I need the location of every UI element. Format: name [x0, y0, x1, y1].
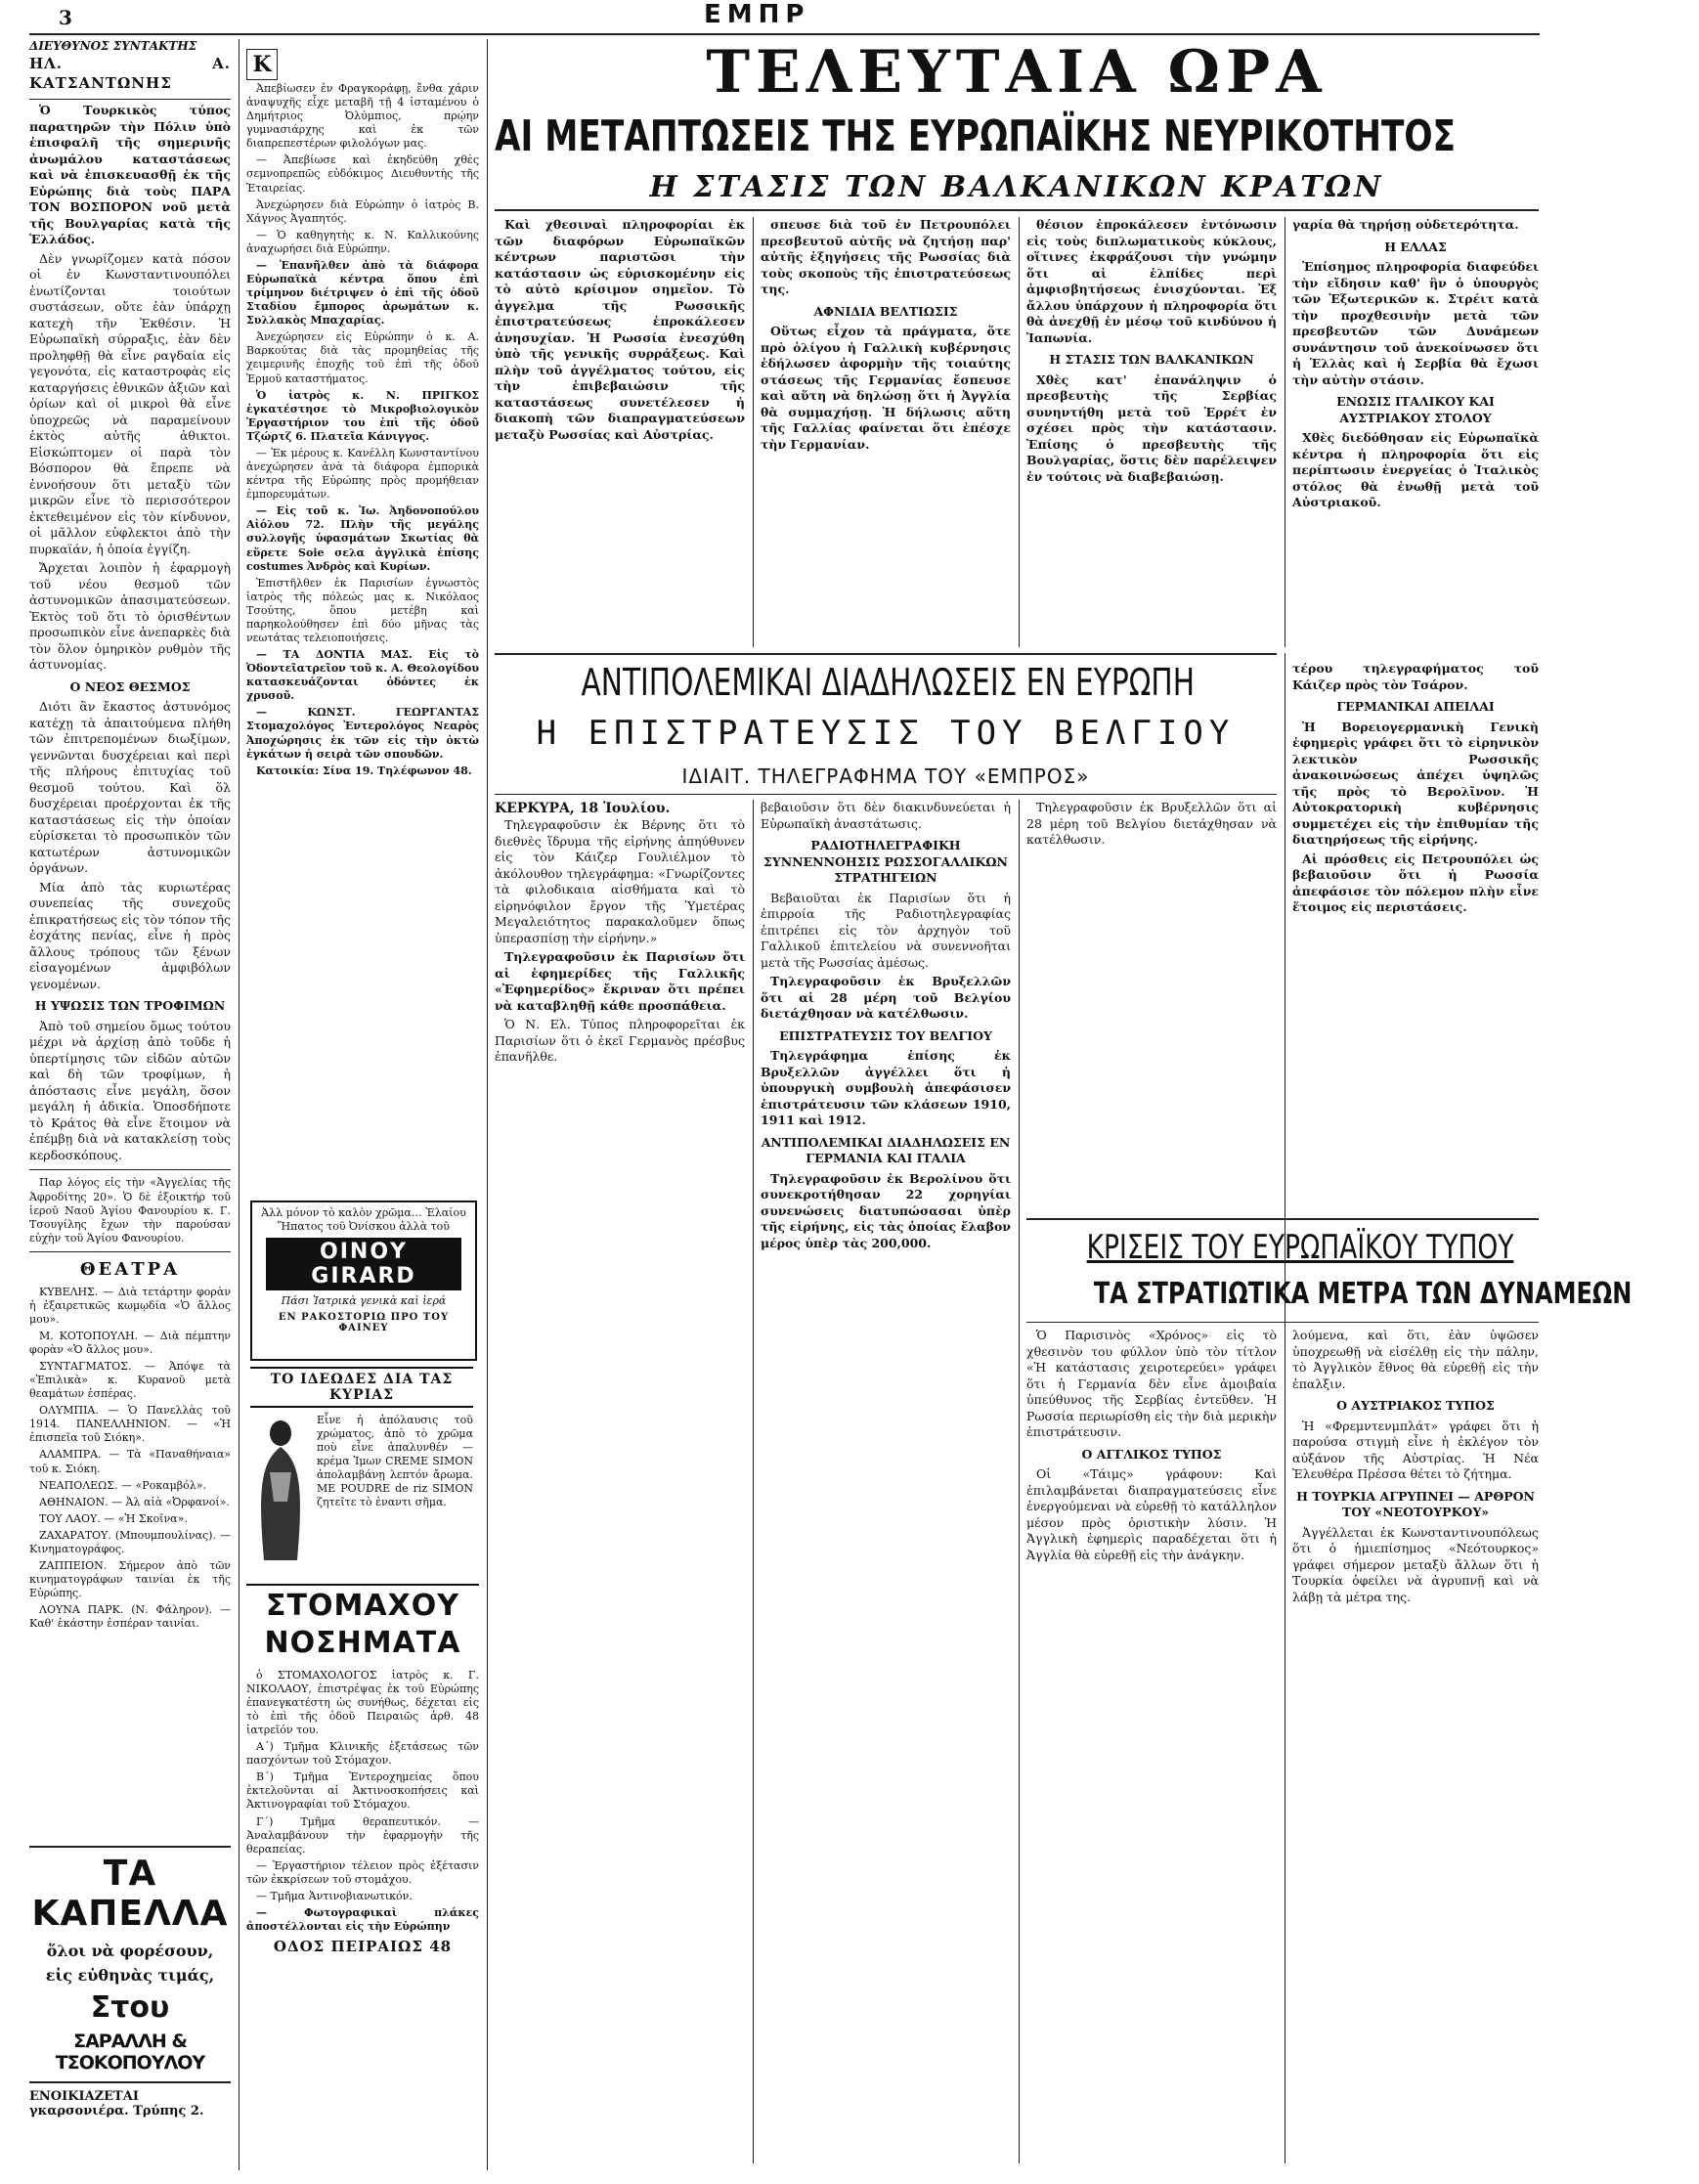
- story-column: [761, 217, 1011, 647]
- news-item: — Ὁ καθηγητὴς κ. Ν. Καλλικούνης ἀναχωρήσει διὰ Εὐρώπην.: [246, 228, 479, 255]
- section-heading: ΓΕΡΜΑΝΙΚΑΙ ΑΠΕΙΛΑΙ: [1336, 699, 1495, 714]
- body-paragraph: βεβαιοῦσιν ὅτι δὲν διακινδυνεύεται ἡ Εὐρωπαϊκὴ ἀναστάτωσις.: [761, 800, 1011, 831]
- belgium-headline: Η ΕΠΙΣΤΡΑΤΕΥΣΙΣ ΤΟΥ ΒΕΛΓΙΟΥ: [536, 714, 1236, 753]
- body-paragraph: Ἀγγέλλεται ἐκ Κωνσταντινουπόλεως ὅτι ὁ ἡμιεπίσημος «Νεότουρκος» γράφει σήμερον μεταξὺ ἄλλων ὅτι ἡ Τουρκία ὀφείλει νὰ ἀγρυπνῇ καὶ νὰ λάβῃ τὰ μέτρα της.: [1292, 1524, 1539, 1604]
- rental-notice: ΕΝΟΙΚΙΑΖΕΤΑΙ γκαρσονιέρα. Τρύπης 2.: [29, 2089, 204, 2118]
- advert-lead: Ἀλλ μόνον τὸ καλὸν χρῶμα… Ἐλαίου Ἥπατος τοῦ Ὀνίσκου ἀλλὰ τοῦ: [261, 1206, 466, 1234]
- advert-headline: ΣΤΟΜΑΧΟΥ ΝΟΣΗΜΑΤΑ: [246, 1584, 479, 1663]
- body-paragraph: Τηλεγραφοῦσιν ἐκ Βρυξελλῶν ὅτι αἱ 28 μέρη τοῦ Βελγίου διετάχθησαν νὰ κατέλθωσιν.: [1026, 800, 1277, 847]
- section-heading: ΡΑΔΙΟΤΗΛΕΓΡΑΦΙΚΗ ΣΥΝΝΕΝΝΟΗΣΙΣ ΡΩΣΣΟΓΑΛΛΙΚΩΝ ΣΤΡΑΤΗΓΕΙΩΝ: [763, 838, 1008, 885]
- advert-headline: ΤΟ ΙΔΕΩΔΕΣ ΔΙΑ ΤΑΣ ΚΥΡΙΑΣ: [250, 1367, 473, 1408]
- section-heading: Η ΤΟΥΡΚΙΑ ΑΓΡΥΠΝΕΙ — ΑΡΘΡΟΝ ΤΟΥ «ΝΕΟΤΟΥΡΚΟΥ»: [1296, 1488, 1535, 1519]
- body-paragraph: τέρου τηλεγραφήματος τοῦ Κάιζερ πρὸς τὸν Τσάρον.: [1292, 661, 1539, 692]
- story-column: [1026, 800, 1277, 1210]
- body-paragraph: Χθὲς διεδόθησαν εἰς Εὐρωπαϊκὰ κέντρα ἡ πληροφορία ὅτι εἰς περίπτωσιν ἐνεργείας ὁ Ἰταλικὸς στόλος θὰ ἑνωθῇ μετὰ τοῦ Αὐστριακοῦ.: [1292, 430, 1539, 509]
- body-paragraph: Ἡ Βορειογερμανικὴ Γενικὴ ἐφημερὶς γράφει ὅτι τὸ εἰρηνικὸν λεκτικὸν Ρωσσικῆς ἀνακοινώσεως ἀπέχει ὑψηλῶς τῆς πρὸς τὸ Βερολῖνον. Ἡ Αὐτοκρατορικὴ κυβέρνησις συμμετέχει εἰς τὴν ἐπιθυμίαν τῆς διατηρήσεως τῆς εἰρήνης.: [1292, 719, 1539, 847]
- section-heading: Η ΣΤΑΣΙΣ ΤΩΝ ΒΑΛΚΑΝΙΚΩΝ: [1049, 352, 1254, 367]
- lady-illustration-icon: [250, 1414, 311, 1560]
- editor-name: ΗΛ. Α. ΚΑΤΣΑΝΤΩΝΗΣ: [29, 54, 231, 92]
- news-item: — ΚΩΝΣΤ. ΓΕΩΡΓΑΝΤΑΣ Στομαχολόγος Ἐντερολόγος Νεαρὸς Ἀποχώρησις ἐκ τῶν εἰς τὴν ὀκτὼ ἐγκάτων ἡ σειρὰ τῶν σπουδῶν.: [246, 706, 479, 761]
- advert-shop-name: ΣΑΡΑΛΛΗ & ΤΣΟΚΟΠΟΥΛΟΥ: [55, 2031, 205, 2074]
- military-headline: ΤΑ ΣΤΡΑΤΙΩΤΙΚΑ ΜΕΤΡΑ ΤΩΝ ΔΥΝΑΜΕΩΝ: [1093, 1277, 1633, 1311]
- advert-address: ΟΔΟΣ ΠΕΙΡΑΙΩΣ 48: [273, 1938, 453, 1956]
- advert-brand: ΟΙΝΟΥ GIRARD: [266, 1238, 461, 1290]
- section-heading: Η ΥΨΩΣΙΣ ΤΩΝ ΤΡΟΦΙΜΩΝ: [34, 998, 226, 1014]
- section-heading: ΕΝΩΣΙΣ ΙΤΑΛΙΚΟΥ ΚΑΙ ΑΥΣΤΡΙΑΚΟΥ ΣΤΟΛΟΥ: [1336, 394, 1495, 425]
- body-paragraph: Βεβαιοῦται ἐκ Παρισίων ὅτι ἡ ἐπιρροία τῆς Ραδιοτηλεγραφίας ἐπιτρέπει εἰς τὸν ἀρχηγὸν τοῦ Γαλλικοῦ ἐπιτελείου νὰ συνεννοῆται μετὰ τῆς Ρωσσίας ἀμέσως.: [761, 890, 1011, 970]
- advert-list-item: Α΄) Τμῆμα Κλινικῆς ἐξετάσεως τῶν πασχόντων τοῦ Στόμαχον.: [246, 1740, 479, 1768]
- advert-list-item: — Ἐργαστήριον τέλειον πρὸς ἐξέτασιν τῶν ἐκκρίσεων τοῦ στομάχου.: [246, 1858, 479, 1886]
- news-item: Κατοικία: Σίνα 19. Τηλέφωνον 48.: [256, 764, 472, 777]
- body-paragraph: Διότι ἂν ἔκαστος ἀστυνόμος κατέχῃ τὰ ἀπαιτούμενα πλήθη τῶν ἐπιτρεπομένων διωξίμων, γεννῶνται δυσχέρειαι καὶ περὶ τῆς πλήρους ἐπιτυχίας τοῦ θεσμοῦ τούτου. Καὶ ὅλ δυσχέρειαι προέρχονται ἐκ τῆς καταστάσεως εἰς τὴν ὁποίαν εὑρίσκεται τὸ προσωπικὸν τῶν κατωτέρων ἀστυνομικῶν ὀργάνων.: [29, 699, 231, 876]
- theatre-heading: ΘΕΑΤΡΑ: [79, 1258, 181, 1280]
- section-heading: Ο ΑΓΓΛΙΚΟΣ ΤΥΠΟΣ: [1081, 1446, 1222, 1462]
- body-paragraph: Ὁ Ν. Ελ. Τύπος πληροφορεῖται ἐκ Παρισίων ὅτι ὁ ἐκεῖ Γερμανὸς πρέσβυς ἐπανῆλθε.: [495, 1017, 745, 1065]
- story-column: [1292, 217, 1539, 647]
- body-paragraph: Τηλεγραφοῦσιν ἐκ Βέρνης ὅτι τὸ διεθνὲς ἵδρυμα τῆς εἰρήνης ἀπηύθυνεν εἰς τὸν Κάιζερ Γουλιέλμον τὸ ἀκόλουθον τηλεγράφημα: «Γνωρίζοντες τὰ φιλοδικαια αἰσθήματα καὶ τὸ εἰρηνόφιλον ἔργον τῆς Ὑμετέρας Μεγαλειότητος παρακαλοῦμεν ὅπως ὑπερασπίσῃ τὴν εἰρήνην.»: [495, 817, 745, 945]
- theatre-listings: [29, 1286, 231, 1632]
- body-paragraph: Αἱ πρόσθεις εἰς Πετρουπόλει ὡς βεβαιοῦσιν ὅτι ἡ Ρωσσία ἀπεφάσισε τὸν πόλεμον πλὴν εἶνε ἕτοιμος εἰς περιστάσεις.: [1292, 851, 1539, 914]
- story-column: [761, 800, 1011, 2163]
- section-rule: [1026, 1322, 1539, 1323]
- social-column: [246, 82, 479, 1187]
- section-heading: Ο ΝΕΟΣ ΘΕΣΜΟΣ: [69, 678, 191, 694]
- press-headline: ΚΡΙΣΕΙΣ ΤΟΥ ΕΥΡΩΠΑΪΚΟΥ ΤΥΠΟΥ: [1086, 1228, 1514, 1267]
- section-heading: Η ΕΛΛΑΣ: [1384, 239, 1447, 254]
- column-rule: [1019, 217, 1020, 647]
- advert-line: Στου: [90, 1990, 170, 2025]
- body-paragraph: Ἀπὸ τοῦ σημείου ὅμως τούτου μέχρι νὰ ἀρχίσῃ ἀπὸ τοῦδε ἡ ὑπερτίμησις τῶν εἰδῶν αὐτῶν καὶ δὴ τῶν τροφίμων, ἡ ἀπόστασις εἶνε μεγάλη, ὅσον μεγάλη ἡ ἀδικία. Ὁποσδήποτε τὸ Κράτος θὰ εἶνε ἕτοιμον νὰ ἐπέμβῃ διὰ νὰ κατακλείσῃ τοὺς κερδοσκόπους.: [29, 1018, 231, 1162]
- body-paragraph: Χθὲς κατ' ἐπανάληψιν ὁ πρεσβευτὴς τῆς Σερβίας συνηντήθη μετὰ τοῦ Ἐρρέτ ἐν σχέσει πρὸς τὴν κατάστασιν. Ἐπίσης ὁ πρεσβευτὴς τῆς Βουλγαρίας, ὅστις δὲν παρέλειψεν ἐν τούτοις νὰ διαβεβαιώσῃ.: [1026, 371, 1277, 484]
- advert-list-item: — Τμῆμα Ἀντινοβιανωτικόν.: [256, 1889, 413, 1902]
- column-rule: [239, 39, 240, 2170]
- drop-letter: K: [246, 49, 278, 80]
- advert-tag: Πάσι Ἰατρικὰ γενικὰ καὶ ἱερά: [281, 1294, 447, 1308]
- editor-line: ΔΙΕΥΘΥΝΟΣ ΣΥΝΤΑΚΤΗΣ: [29, 39, 197, 53]
- news-item: Ἀνεχώρησεν εἰς Εὐρώπην ὁ κ. Α. Βαρκούτας διὰ τὰς προμηθείας τῆς χειμερινῆς ἐποχῆς τοῦ ἐπὶ τῆς ὁδοῦ Ἑρμοῦ καταστήματος.: [246, 330, 479, 385]
- top-rule: [29, 33, 1540, 35]
- advert-headline: ΤΑ ΚΑΠΕΛΛΑ: [31, 1854, 229, 1934]
- stomach-advert: [246, 1584, 479, 2161]
- column-rule: [753, 800, 754, 2163]
- creme-simon-advert: [250, 1367, 473, 1572]
- masthead-fragment: ΕΜΠΡ: [704, 0, 810, 29]
- theatre-item: ΟΛΥΜΠΙΑ. — Ὁ Πανελλὰς τοῦ 1914. ΠΑΝΕΛΛΗΝΙΟΝ. — «Ἡ ἐπισπεῖα τοῦ Σιόκη».: [29, 1404, 231, 1445]
- theatre-item: ΣΥΝΤΑΓΜΑΤΟΣ. — Ἀπόψε τὰ «Ἐπιλικὰ» κ. Κυρανοῦ μετὰ θεαμάτων ἐσπέρας.: [29, 1359, 231, 1401]
- theatre-item: ΤΟΥ ΛΑΟΥ. — «Ἡ Σκοῖνα».: [39, 1511, 188, 1525]
- advert-sub: ΕΝ ΡΑΚΟΣΤΟΡΙΩ ΠΡΟ ΤΟΥ ΦΑΙΝΕΥ: [278, 1312, 450, 1334]
- antiwar-headline-wrap: [495, 661, 1277, 706]
- news-item: — ΤΑ ΔΟΝΤΙΑ ΜΑΣ. Εἰς τὸ Ὀδοντεῖατρεῖον τοῦ κ. Α. Θεολογίδου κατασκευάζονται ὀδόντες ἐκ χρυσοῦ.: [246, 648, 479, 703]
- body-paragraph: Μία ἀπὸ τὰς κυριωτέρας συνεπείας τῆς συνεχοῦς ἐπικρατήσεως εἰς τὸν τόπον τῆς ἐσχάτης πενίας, εἶνε ἡ πρὸς ἄλλους τρόπους τῶν ξένων εἰσαγομένων ἀμφιβόλων γενομένων.: [29, 879, 231, 991]
- press-headline-wrap: [1026, 1228, 1539, 1275]
- section-rule: [1026, 1218, 1539, 1220]
- news-item: Ἀνεχώρησεν διὰ Εὐρώπην ὁ ἰατρὸς Β. Χάγνος Ἀγαπητός.: [246, 197, 479, 225]
- body-paragraph: Ἡ «Φρεμντενμπλάτ» γράφει ὅτι ἡ παρούσα στιγμὴ εἶνε ἡ ἐκλέγον τὸν αὐξάνον τῆς Αὐστρίας. Ἡ Νέα Ἐλευθέρα Πρέσσα θέτει τὸ ζήτημα.: [1292, 1418, 1539, 1481]
- girard-wine-advert: [250, 1201, 477, 1361]
- body-paragraph: Ἀπεβίωσεν ἐν Φραγκοράφῃ, ἔνθα χάριν ἀναψυχῆς εἶχε μεταβῆ τῇ 4 ἰσταμένου ὁ Δημήτριος Ὀλύμπιος, πρῴην γυμνασιάρχης καὶ ἐκ τῶν διαπρεπεστέρων φιλολόγων μας.: [246, 82, 479, 151]
- theatre-item: ΚΥΒΕΛΗΣ. — Διὰ τετάρτην φορὰν ἡ ἐξαιρετικῶς κωμῳδία «Ὁ ἄλλος μου».: [29, 1285, 231, 1326]
- body-paragraph: Δὲν γνωρίζομεν κατὰ πόσον οἱ ἐν Κωνσταντινουπόλει ἐνωτίζονται τοιούτων συστάσεων, οὔτε ἐὰν ὑπάρχῃ κατεχὴ τῆν Ἐκθέσιν. Ἡ Εὐρωπαϊκὴ σύρραξις, ἐὰν δὲν προληφθῇ θὰ εἶνε ραγδαία εἰς γεγονότα, εἰς καταστροφὰς εἰς καταργήσεις ἐθνικῶν ἀξιῶν καὶ ὁρίων καὶ οἱ μικροὶ θὰ εἶνε ὑποχρεῶς νὰ παραμείνουν ἐκτὸς αὐτῆς ἀθικτοι. Εἰσκώπτομεν οἱ παρὰ τὸν Βόσπορον θὰ ἔπρεπε νὰ ἐννοήσουν ὅτι μεταξὺ τῶν μικρῶν εἶνε τὸ περισσότερον ἐκτεθειμένον εἰς τὸν κίνδυνον, οἱ μᾶλλον εὐφλεκτοι ἀπὸ τὴν πυρκαϊάν, ἡ ὁποία ἐγγίζη.: [29, 250, 231, 556]
- column-rule: [487, 39, 488, 2170]
- body-paragraph: γαρία θὰ τηρήσῃ οὐδετερότητα.: [1292, 217, 1519, 232]
- news-item: — Εἰς τοῦ κ. Ἰω. Ἀηδονοπούλου Αἰόλου 72. Πλὴν τῆς μεγάλης συλλογῆς ὑφασμάτων Σκωτίας θὰ εὕρετε Soie σελα ἀγγλικὰ ἐπίσης costumes Ἀνδρὸς καὶ Κυρίων.: [246, 504, 479, 573]
- body-paragraph: Παρ λόγος εἰς τὴν «Ἀγγελίας τῆς Ἀφροδίτης 20». Ὁ δὲ ἐξοικτήρ τοῦ ἱεροῦ Ναοῦ Ἁγίου Φανουρίου κ. Γ. Τσουγίλης ἔχων τὴν παρούσαν εὐχὴν τοῦ Ἁγίου Φανουρίου.: [29, 1176, 231, 1245]
- theatre-item: ΝΕΑΠΟΛΕΩΣ. — «Ροκαμβόλ».: [39, 1478, 206, 1492]
- news-item: Ὁ ἰατρὸς κ. Ν. ΠΡΙΓΚΟΣ ἐγκατέστησε τὸ Μικροβιολογικὸν Ἐργαστήριον του ἐπὶ τῆς ὁδοῦ Τζώρτζ 6. Πλατεῖα Κάνιγγος.: [246, 388, 479, 443]
- antiwar-headline: ΑΝΤΙΠΟΛΕΜΙΚΑΙ ΔΙΑΔΗΛΩΣΕΙΣ ΕΝ ΕΥΡΩΠΗ: [581, 661, 1195, 704]
- intro-paragraph: Ὁ Τουρκικὸς τύπος παρατηρῶν τὴν Πόλιν ὑπὸ ἐπισφαλῆ τῆς σημερινῆς ἀνωμάλου καταστάσεως καὶ νὰ ἐπισκευασθῇ ἐκ τῆς Εὐρώπης διὰ τοὺς ΠΑΡΑ ΤΟΝ ΒΟΣΠΟΡΟΝ νοῦ μετὰ τῆς Βουλγαρίας κατὰ τῆς Ἑλλάδος.: [29, 103, 231, 247]
- body-paragraph: Ἐπίσημος πληροφορία διαφεύδει τὴν εἴδησιν καθ' ἣν ὁ ὑπουργὸς τῶν Ἐξωτερικῶν κ. Στρέιτ κατὰ τὴν προχθεσινὴν μετὰ τῶν πρεσβευτῶν τῶν Δυνάμεων συνάντησιν τοῦ ἀνεκοίνωσεν ὅτι ἡ Ἑλλὰς καὶ ἡ Σερβία θὰ ἔχωσι τὴν αὐτὴν στάσιν.: [1292, 259, 1539, 387]
- body-paragraph: Τηλεγράφημα ἐπίσης ἐκ Βρυξελλῶν ἀγγέλλει ὅτι ἡ ὑπουργικὴ συμβουλὴ ἀπεφάσισεν ἐπιστράτευσιν τῶν κλάσεων 1910, 1911 καὶ 1912.: [761, 1048, 1011, 1127]
- dateline: ΚΕΡΚΥΡΑ, 18 Ἰουλίου.: [495, 801, 671, 816]
- section-heading: ΑΝΤΙΠΟΛΕΜΙΚΑΙ ΔΙΑΔΗΛΩΣΕΙΣ ΕΝ ΓΕΡΜΑΝΙΑ ΚΑΙ ΙΤΑΛΙΑ: [761, 1134, 1011, 1165]
- body-paragraph: Τηλεγραφοῦσιν ἐκ Βρυξελλῶν ὅτι αἱ 28 μέρη τοῦ Βελγίου διετάχθησαν νὰ κατέλθωσιν.: [761, 974, 1011, 1021]
- advert-list-item: Γ΄) Τμῆμα θεραπευτικόν. — Ἀναλαμβάνουν τὴν ἐφαρμογὴν τῆς θεραπείας.: [246, 1814, 479, 1856]
- theatre-item: ΖΑΠΠΕΙΟΝ. Σήμερον ἀπὸ τῶν κινηματογράφων ταινίαι ἐκ τῆς Εὐρώπης.: [29, 1558, 231, 1600]
- main-subheadline: ΑΙ ΜΕΤΑΠΤΩΣΕΙΣ ΤΗΣ ΕΥΡΩΠΑΪΚΗΣ ΝΕΥΡΙΚΟΤΗΤΟΣ: [495, 111, 1457, 161]
- story-column: [495, 800, 745, 2163]
- story-column: [1026, 1328, 1277, 2163]
- news-item: — Ἀπεβίωσε καὶ ἐκηδεύθη χθὲς σεμνοπρεπῶς εὐδόκιμος Διευθυντὴς τῆς Ἑταιρείας.: [246, 153, 479, 195]
- advert-line: εἰς εὐθηνὰς τιμάς,: [45, 1966, 215, 1985]
- main-deck: Η ΣΤΑΣΙΣ ΤΩΝ ΒΑΛΚΑΝΙΚΩΝ ΚΡΑΤΩΝ: [649, 170, 1384, 204]
- news-item: Ἐπιστῆλθεν ἐκ Παρισίων ἐγνωστὸς ἰατρὸς τῆς πόλεώς μας κ. Νικόλαος Τσούτης, ὅπου μετέβη καὶ παρηκολούθησεν ἐπὶ δύο μῆνας τὰς νεωτάτας τελειοποιήσεις.: [246, 576, 479, 644]
- body-paragraph: Οἱ «Τάιμς» γράφουν: Καὶ ἐπιλαμβάνεται διαπραγματεύσεις εἶνε ἐνεργούμεναι νὰ εὑρεθῇ τὸ κατάλληλον μέσον πρὸς ὁριστικὴν λύσιν. Ἡ Ἀγγλικὴ ἐφημερὶς παραδέχεται ὅτι ἡ Ἀγγλία θὰ εὑρεθῇ εἰς τὴν ἀνάγκην.: [1026, 1466, 1277, 1562]
- column-rule: [753, 217, 754, 647]
- main-subheadline-wrap: [495, 111, 1539, 168]
- section-heading: ΑΦΝΙΔΙΑ ΒΕΛΤΙΩΣΙΣ: [813, 303, 958, 319]
- dispatch-line: ΙΔΙΑΙΤ. ΤΗΛΕΓΡΑΦΗΜΑ ΤΟΥ «ΕΜΠΡΟΣ»: [681, 764, 1090, 788]
- body-paragraph: λούμενα, καὶ ὅτι, ἐὰν ὑψῶσεν ὑποχρεωθῇ νὰ εἰσέλθῃ εἰς τὴν πάλην, τὸ Ἀγγλικὸν ἔθνος θὰ εὑρεθῇ εἰς τὴν ἐπαλξιν.: [1292, 1328, 1539, 1391]
- theatre-item: ΛΟΥΝΑ ΠΑΡΚ. (Ν. Φάληρον). — Καθ' ἑκάστην ἐσπέραν ταινίαι.: [29, 1603, 231, 1631]
- theatre-item: ΑΘΗΝΑΙΟΝ. — Ἀλ αἰὰ «Ὀρφανοί».: [39, 1495, 230, 1508]
- body-paragraph: Τηλεγραφοῦσιν ἐκ Παρισίων ὅτι αἱ ἐφημερίδες τῆς Γαλλικῆς «Ἐφημερίδος» ἔκριναν ὅτι πρέπει νὰ καταβληθῇ κάθε προσπάθεια.: [495, 949, 745, 1013]
- news-item: — Ἐπανῆλθεν ἀπὸ τὰ διάφορα Εὐρωπαϊκὰ κέντρα ὅπου ἐπὶ τρίμηνον διέτριψεν ὁ ἐπὶ τῆς ὁδοῦ Σταδίου ἔμπορος ἀρωμάτων κ. Συλλακὸς Μπαχαρίας.: [246, 258, 479, 328]
- theatre-item: ΑΛΑΜΠΡΑ. — Τὰ «Παναθήναια» τοῦ κ. Σιόκη.: [29, 1448, 231, 1475]
- body-paragraph: σπευσε διὰ τοῦ ἐν Πετρουπόλει πρεσβευτοῦ αὐτῆς νὰ ζητήσῃ παρ' αὐτῆς ἐξηγήσεις τῆς Ρωσσίας διὰ τοὺς σκοποὺς τῆς ἐπιστρατεύσεως της.: [761, 217, 1011, 296]
- main-headline: ΤΕΛΕΥΤΑΙΑ ΩΡΑ: [706, 38, 1328, 107]
- body-paragraph: θέσιον ἐπροκάλεσεν ἐντόνωσιν εἰς τοὺς διπλωματικοὺς κύκλους, οἵτινες ἐκφράζουσι τὴν γνώμην ὅτι αἱ ἐλπίδες περὶ ἀμφισβητήσεως ἐνισχύονται. Ἐξ ἄλλου ὑπάρχουν ἡ πληροφορία ὅτι θὰ ἀνεχθῇ ἐν μέσῳ τοῦ κινδύνου ἡ Ἰαπωνία.: [1026, 217, 1277, 345]
- body-paragraph: Ὁ Παρισινὸς «Χρόνος» εἰς τὸ χθεσινὸν του φύλλον ὑπὸ τὸν τίτλον «Ἡ κατάστασις χειροτερεύει» γράφει ὅτι ἡ Γερμανία δὲν εἶνε ἀμοιβαία ὑπεύθυνος τῆς Σερβίας ἐντεῦθεν. Ἡ Ρωσσία περιωρίσθη εἰς τὴν διὰ μερικὴν ἐπιστράτευσιν.: [1026, 1328, 1277, 1439]
- story-column: [495, 217, 745, 647]
- theatre-item: ΖΑΧΑΡΑΤΟΥ. (Μπουμπουλίνας). — Κινηματογράφος.: [29, 1528, 231, 1555]
- theatre-item: Μ. ΚΟΤΟΠΟΥΛΗ. — Διὰ πέμπτην φορὰν «Ὁ ἄλλος μου».: [29, 1329, 231, 1356]
- story-column: [1026, 217, 1277, 647]
- advert-list-item: — Φωτογραφικαὶ πλάκες ἀποστέλλονται εἰς τὴν Εὐρώπην: [246, 1906, 479, 1934]
- story-column: [1292, 1328, 1539, 2163]
- story-column: [1292, 661, 1539, 1189]
- hats-advert: [29, 1846, 231, 2139]
- body-paragraph: Τηλεγραφοῦσιν ἐκ Βερολίνου ὅτι συνεκροτήθησαν 22 χορηγίαι συνενώσεις διατυπώσασαι ὑπὲρ τῆς εἰρήνης, εἰς τὰς ὁποίας ἔλαβον μέρος ὑπὲρ τὰς 200,000.: [761, 1170, 1011, 1250]
- advert-list-item: Β΄) Τμῆμα Ἐντεροχημείας ὅπου ἐκτελοῦνται αἱ Ἀκτινοσκοπήσεις καὶ Ἀκτινογραφίαι τοῦ Στόμαχου.: [246, 1770, 479, 1812]
- page-number: 3: [59, 6, 72, 29]
- body-paragraph: Ἄρχεται λοιπὸν ἡ ἐφαρμογὴ τοῦ νέου θεσμοῦ τῶν ἀστυνομικῶν ἀπασιματεύσεων. Ἐκτὸς τοῦ ὅτι τὸ ὀρισθέντων προσωπικὸν εἶνε ἀνεπαρκὲς διὰ τὸν ὅλον ὁμηρικὸν ρυθμὸν τῆς ἀστυνομίας.: [29, 560, 231, 673]
- headline-rule: [495, 209, 1539, 211]
- body-paragraph: Οὕτως εἶχον τὰ πράγματα, ὅτε πρὸ ὀλίγου ἡ Γαλλικὴ κυβέρνησις ἐδήλωσεν ἀφορμὴν τῆς τοιαύτης στάσεως τῆς Γερμανίας ἔσπευσε καὶ αὕτη νὰ δηλώσῃ ὅτι ἡ Ἀγγλία θὰ συμμαχήσῃ. Ἡ δήλωσις αὕτη τῆς Γαλλίας φαίνεται ὅτι ἐπέσχε τὴν Γερμανίαν.: [761, 324, 1011, 452]
- military-headline-wrap: [1026, 1277, 1633, 1320]
- body-paragraph: Καὶ χθεσιναὶ πληροφορίαι ἐκ τῶν διαφόρων Εὐρωπαϊκῶν κέντρων παριστῶσι τὴν κατάστασιν ὡς εὑρισκομένην εἰς τὸ αὐτὸ κρίσιμον σημεῖον. Τὸ ἀγγελμα τῆς Ρωσσικῆς ἐπιστρατεύσεως ἐπροκάλεσεν ἀνησυχίαν. Ἡ Ρωσσία ἐνεσχύθη ὑπὸ τῆς γενικῆς συρράξεως. Καὶ πλὴν τοῦ ἀγγέλματος τούτου, εἰς τὴν ἐπιβεβαιώσιν τῆς καταστάσεως συνετέλεσεν ἡ διακοπὴ τῶν διαπραγματεύσεων μεταξὺ Ρωσσίας καὶ Αὐστρίας.: [495, 217, 745, 442]
- section-heading: Ο ΑΥΣΤΡΙΑΚΟΣ ΤΥΠΟΣ: [1336, 1398, 1495, 1413]
- column-rule: [1019, 800, 1020, 2163]
- advert-text: ὁ ΣΤΟΜΑΧΟΛΟΓΟΣ ἰατρὸς κ. Γ. ΝΙΚΟΛΑΟΥ, ἐπιστρέψας ἐκ τοῦ Εὐρώπης ἐπανεγκατέστη ὡς συνήθως, δέχεται εἰς τὸ ἐπὶ τῆς ὁδοῦ Πειραιῶς ἀρθ. 48 ἰατρεῖόν του.: [246, 1668, 479, 1737]
- section-rule: [495, 794, 1277, 795]
- section-rule: [495, 653, 1277, 655]
- section-heading: ΕΠΙΣΤΡΑΤΕΥΣΙΣ ΤΟΥ ΒΕΛΓΙΟΥ: [779, 1027, 992, 1043]
- advert-line: ὅλοι νὰ φορέσουν,: [46, 1942, 214, 1960]
- advert-text: Εἶνε ἡ ἀπόλαυσις τοῦ χρώματος, ἀπὸ τὸ χρῶμα ποὺ εἶνε ἀπαλυνθέν — κρέμα Ἰμων CREME SIMON ἀπολαμβάνῃ λεπτόν ἄρωμα. ΜΕ POUDRE de riz SIMON ζητεῖτε τὸ ἐναντι σῆμα.: [317, 1414, 473, 1509]
- news-item: — Ἐκ μέρους κ. Κανέλλη Κωνσταντίνου ἀνεχώρησεν ἀνὰ τὰ διάφορα ἐμπορικὰ κέντρα τῆς Εὐρώπης πρὸς προμήθειαν ἐμπορευμάτων.: [246, 446, 479, 502]
